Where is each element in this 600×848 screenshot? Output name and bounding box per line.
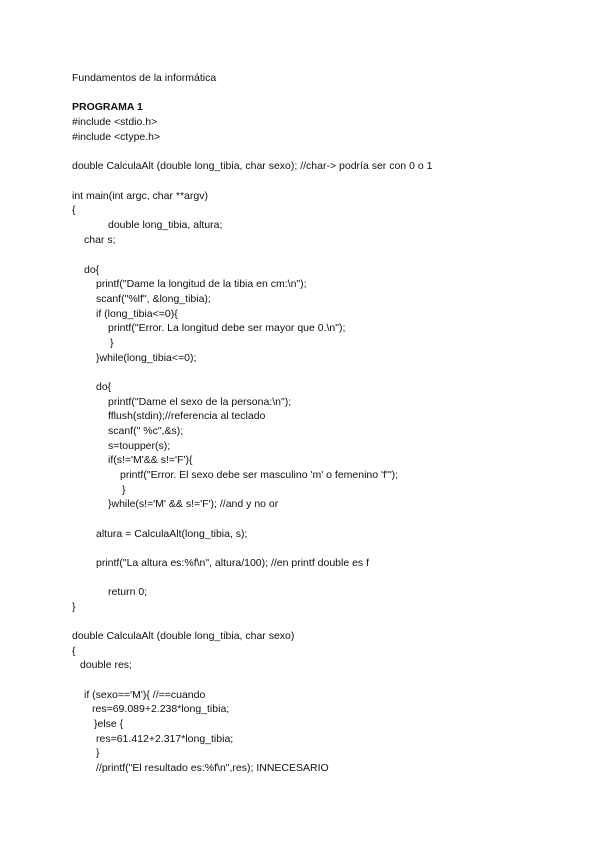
code-line: if (sexo=='M'){ //==cuando [84, 689, 206, 701]
code-line: do{ [96, 381, 112, 393]
code-line: res=61.412+2.317*long_tibia; [96, 733, 234, 745]
code-line: double CalculaAlt (double long_tibia, char sexo) [72, 630, 295, 642]
code-line: s=toupper(s); [108, 440, 171, 452]
code-line: double CalculaAlt (double long_tibia, char sexo); //char-> podría ser con 0 o 1 [72, 160, 433, 172]
code-line: return 0; [108, 586, 148, 598]
code-line: double res; [80, 659, 132, 671]
code-line: }else { [94, 718, 124, 730]
section-title: PROGRAMA 1 [72, 101, 143, 113]
code-line: if(s!='M'&& s!='F'){ [108, 454, 193, 466]
code-line: } [96, 747, 100, 759]
code-line: } [110, 337, 114, 349]
code-line: char s; [84, 234, 116, 246]
document-header: Fundamentos de la informática [72, 72, 217, 84]
code-line: res=69.089+2.238*long_tibia; [92, 703, 230, 715]
code-line: double long_tibia, altura; [108, 219, 223, 231]
code-line: scanf("%lf", &long_tibia); [96, 293, 211, 305]
code-line: printf("La altura es:%f\n", altura/100); //en printf double es f [96, 557, 370, 569]
code-line: }while(s!='M' && s!='F'); //and y no or [108, 498, 279, 510]
code-line: #include <ctype.h> [72, 131, 161, 143]
code-line: { [72, 204, 76, 216]
code-line: fflush(stdin);//referencia al teclado [108, 410, 266, 422]
code-line: #include <stdio.h> [72, 116, 158, 128]
code-line: printf("Dame la longitud de la tibia en cm:\n"); [96, 278, 307, 290]
code-line: altura = CalculaAlt(long_tibia, s); [96, 528, 248, 540]
code-line: do{ [84, 264, 100, 276]
code-line: printf("Error. El sexo debe ser masculino 'm' o femenino 'f'"); [120, 469, 399, 481]
code-line: } [72, 601, 76, 613]
code-line: { [72, 645, 76, 657]
code-line: int main(int argc, char **argv) [72, 190, 208, 202]
code-line: }while(long_tibia<=0); [96, 352, 197, 364]
code-line: //printf("El resultado es:%f\n",res); INNECESARIO [96, 762, 329, 774]
code-line: printf("Dame el sexo de la persona:\n"); [108, 396, 292, 408]
code-line: if (long_tibia<=0){ [96, 308, 178, 320]
code-line: printf("Error. La longitud debe ser mayor que 0.\n"); [108, 322, 346, 334]
code-line: } [122, 484, 126, 496]
code-line: scanf(" %c",&s); [108, 425, 184, 437]
